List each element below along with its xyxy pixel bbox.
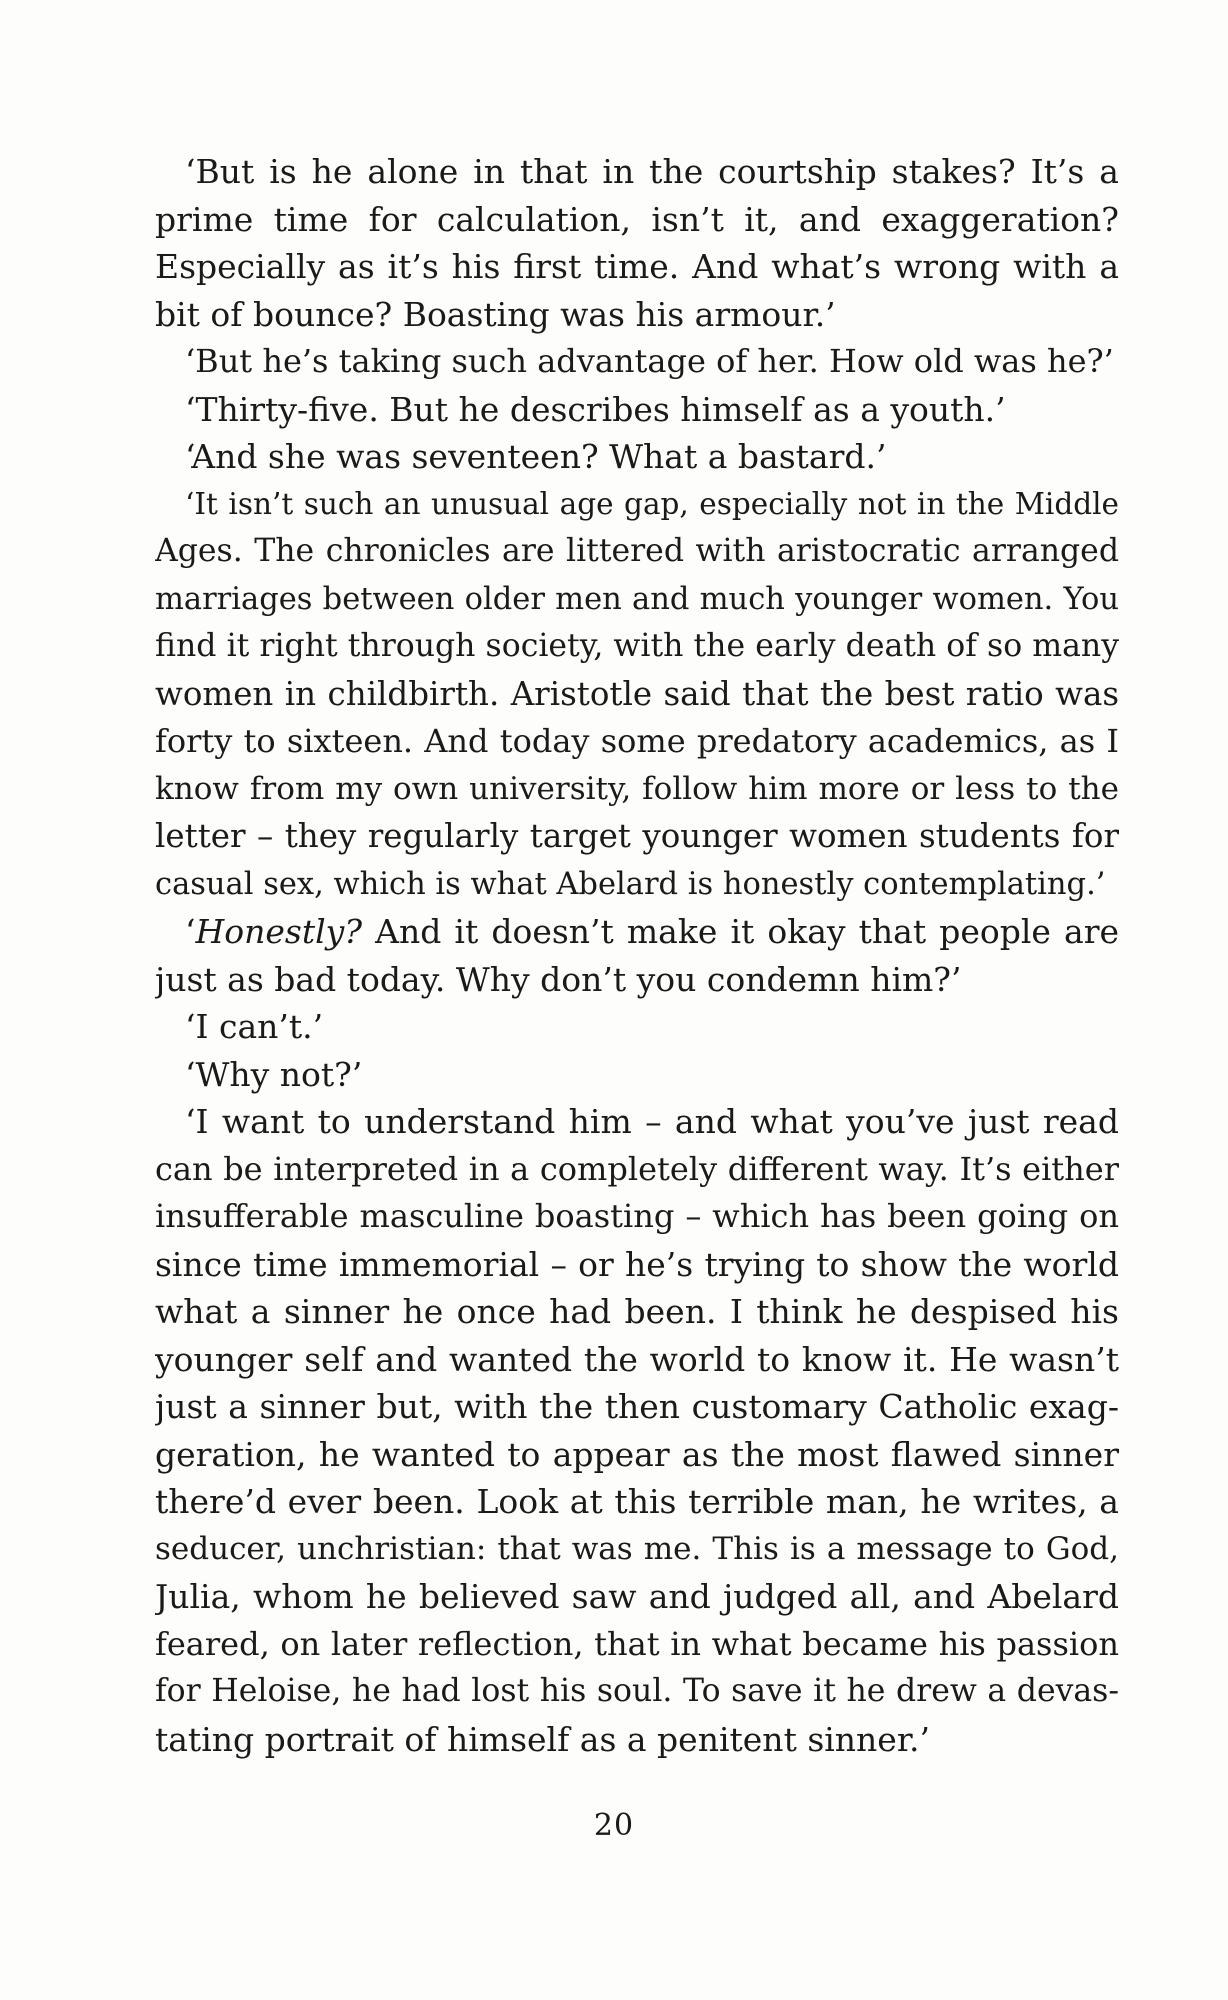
line-text: And it doesn’t make it okay that people are [362, 912, 1119, 951]
text-line: since time immemorial – or he’s trying to show the world [155, 1244, 1119, 1284]
text-line: Especially as it’s his first time. And what’s wrong with a [155, 247, 1119, 286]
text-line: ‘Why not?’ [185, 1054, 363, 1094]
text-line: ‘But he’s taking such advantage of her. How old was he?’ [185, 342, 1114, 380]
text-line: ‘And she was seventeen? What a bastard.’ [185, 437, 887, 476]
text-line: can be interpreted in a completely different way. It’s either [155, 1149, 1119, 1188]
text-line: bit of bounce? Boasting was his armour.’ [155, 294, 836, 334]
text-line: ‘It isn’t such an unusual age gap, especially not in the Middle [185, 486, 1119, 521]
text-line: ‘But is he alone in that in the courtship stakes? It’s a [185, 152, 1119, 191]
text-line: ‘I want to understand him – and what you’ve just read [185, 1102, 1119, 1141]
text-line: Julia, whom he believed saw and judged all, and Abelard [155, 1577, 1119, 1616]
text-line: feared, on later reflection, that in what became his passion [155, 1624, 1119, 1663]
text-line: ‘Thirty-five. But he describes himself as a youth.’ [185, 389, 1006, 429]
italic-word: Honestly? [195, 912, 363, 951]
text-line: insufferable masculine boasting – which has been going on [155, 1197, 1119, 1235]
text-line: forty to sixteen. And today some predatory academics, as I [155, 722, 1119, 760]
text-line: just a sinner but, with the then customary Catholic exag- [155, 1387, 1119, 1426]
text-line: tating portrait of himself as a penitent sinner.’ [155, 1719, 930, 1759]
page-number: 20 [593, 1808, 635, 1843]
text-line: ‘I can’t.’ [185, 1007, 324, 1046]
text-line: letter – they regularly target younger women students for [155, 817, 1119, 855]
text-line: there’d ever been. Look at this terrible man, he writes, a [155, 1482, 1119, 1521]
text-line: prime time for calculation, isn’t it, and exaggeration? [155, 199, 1119, 239]
text-line [155, 908, 1119, 956]
text-line: younger self and wanted the world to know it. He wasn’t [155, 1339, 1119, 1379]
text-line: just as bad today. Why don’t you condemn him?’ [155, 959, 962, 999]
body-text [155, 148, 1119, 1763]
text-line: marriages between older men and much younger women. You [155, 581, 1119, 617]
text-line: what a sinner he once had been. I think he despised his [155, 1292, 1119, 1331]
text-line: geration, he wanted to appear as the most flawed sinner [155, 1434, 1119, 1474]
quote-mark: ‘ [185, 912, 196, 951]
text-line: casual sex, which is what Abelard is honestly contemplating.’ [155, 866, 1106, 902]
text-line: women in childbirth. Aristotle said that the best ratio was [155, 674, 1119, 713]
text-line: seducer, unchristian: that was me. This is a message to God, [155, 1530, 1119, 1567]
text-line: for Heloise, he had lost his soul. To save it he drew a devas- [155, 1673, 1119, 1709]
text-line: Ages. The chronicles are littered with aristocratic arranged [155, 533, 1119, 569]
text-line: know from my own university, follow him more or less to the [155, 770, 1119, 807]
text-line: find it right through society, with the early death of so many [155, 628, 1119, 664]
